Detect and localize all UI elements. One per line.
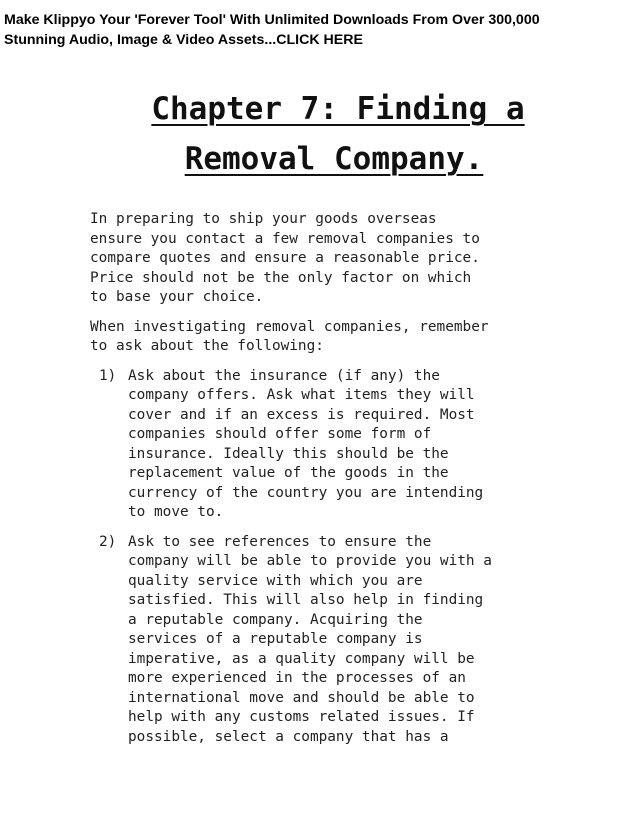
list-number: 1) — [99, 367, 117, 384]
text-line: compare quotes and ensure a reasonable price. — [90, 250, 480, 266]
text-line: Ask to see references to ensure the — [128, 533, 432, 550]
list-item-insurance — [90, 367, 630, 523]
text-line: Price should not be the only factor on which — [90, 269, 472, 286]
text-line: When investigating removal companies, remember — [90, 318, 489, 335]
text-line: services of a reputable company is — [128, 631, 423, 647]
text-line: replacement value of the goods in the — [128, 465, 449, 481]
list-number: 2) — [99, 533, 117, 550]
text-line: a reputable company. Acquiring the — [128, 611, 423, 628]
text-line: companies should offer some form of — [128, 426, 432, 442]
chapter-body — [90, 210, 630, 757]
text-line: more experienced in the processes of an — [128, 670, 466, 686]
text-line: international move and should be able to — [128, 689, 475, 706]
text-line: company offers. Ask what items they will — [128, 387, 475, 403]
text-line: ensure you contact a few removal companies to — [90, 230, 480, 247]
text-line: to ask about the following: — [90, 338, 324, 354]
text-line: imperative, as a quality company will be — [128, 650, 475, 667]
promo-banner-link[interactable] — [4, 10, 634, 50]
lead-in-paragraph — [90, 318, 630, 357]
text-line: insurance. Ideally this should be the — [128, 445, 449, 462]
list-item-text — [128, 533, 630, 748]
text-line: Ask about the insurance (if any) the — [128, 367, 440, 384]
text-line: to move to. — [128, 504, 224, 520]
promo-banner-line-1: Make Klippyo Your 'Forever Tool' With Unlimited Downloads From Over 300,000 — [4, 12, 540, 28]
chapter-title — [0, 84, 638, 184]
text-line: cover and if an excess is required. Most — [128, 406, 475, 423]
chapter-title-line-1: Chapter 7: Finding a — [151, 91, 525, 127]
text-line: satisfied. This will also help in finding — [128, 592, 484, 608]
text-line: currency of the country you are intending — [128, 484, 484, 501]
text-line: quality service with which you are — [128, 572, 423, 589]
text-line: In preparing to ship your goods overseas — [90, 211, 437, 227]
list-item-references — [90, 533, 630, 748]
promo-banner-line-2: Stunning Audio, Image & Video Assets...CLICK HERE — [4, 32, 363, 48]
list-item-text — [128, 367, 630, 523]
text-line: possible, select a company that has a — [128, 728, 449, 745]
text-line: to base your choice. — [90, 289, 264, 305]
intro-paragraph — [90, 210, 630, 308]
chapter-title-line-2: Removal Company. — [184, 141, 484, 177]
text-line: company will be able to provide you with a — [128, 553, 492, 569]
text-line: help with any customs related issues. If — [128, 709, 475, 725]
